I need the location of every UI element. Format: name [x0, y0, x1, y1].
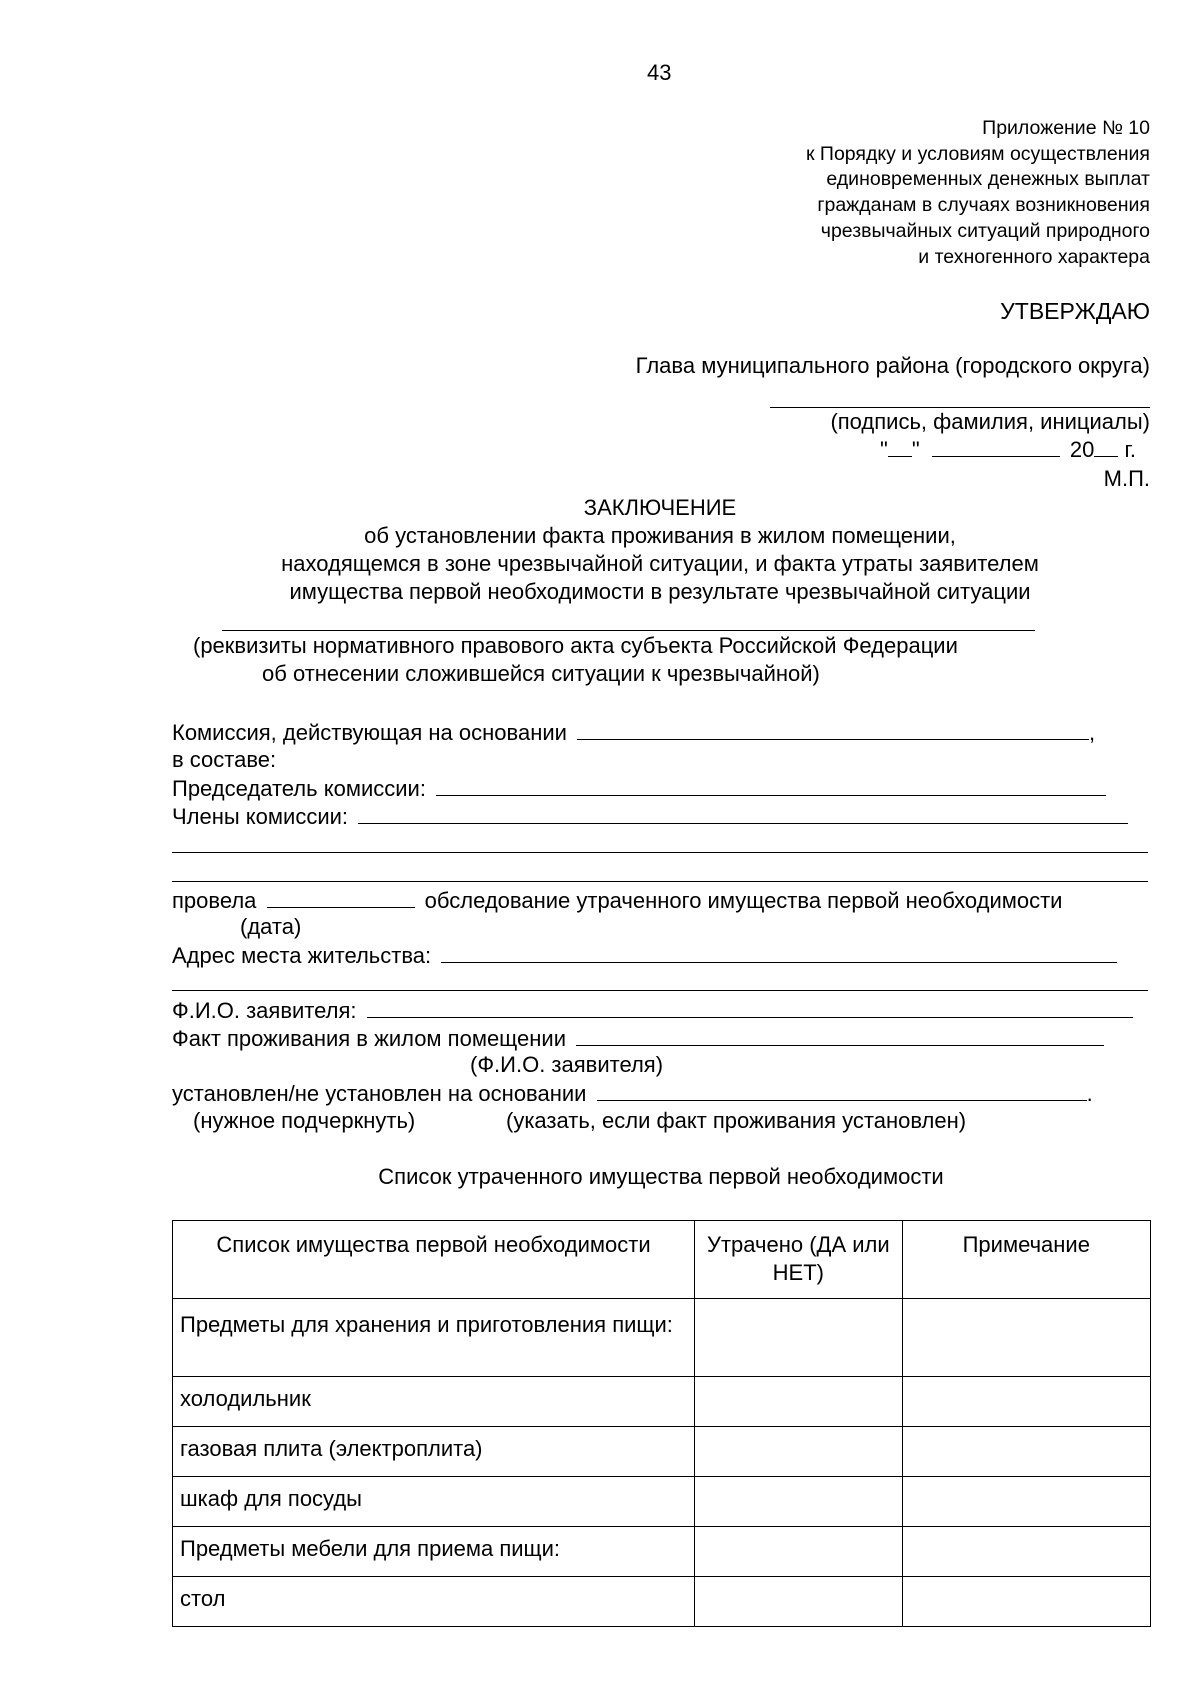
property-table	[172, 1220, 1151, 1627]
lost-cell[interactable]	[695, 1577, 902, 1627]
act-hint: об отнесении сложившейся ситуации к чрезвычайной)	[262, 661, 820, 686]
date-quote-close: "	[911, 437, 920, 462]
appendix-block	[806, 116, 1150, 270]
table-row	[173, 1577, 1151, 1627]
signature-line[interactable]	[770, 407, 1150, 408]
lost-cell[interactable]	[695, 1427, 902, 1477]
date-month-field[interactable]	[932, 436, 1060, 457]
date-year-prefix: 20	[1069, 437, 1095, 462]
chairman-row	[172, 775, 1106, 802]
inspection-date-field[interactable]	[267, 887, 415, 908]
chairman-label: Председатель комиссии:	[172, 776, 426, 801]
established-basis-field[interactable]	[597, 1080, 1087, 1101]
commission-basis-field[interactable]	[577, 719, 1089, 740]
table-row	[173, 1427, 1151, 1477]
note-cell[interactable]	[902, 1577, 1150, 1627]
appendix-line: и техногенного характера	[918, 245, 1150, 268]
note-cell[interactable]	[902, 1527, 1150, 1577]
table-row	[173, 1527, 1151, 1577]
approve-title: УТВЕРЖДАЮ	[1000, 298, 1150, 324]
conducted-label: провела	[172, 888, 257, 913]
members-line-3[interactable]	[172, 881, 1148, 882]
table-row	[173, 1299, 1151, 1377]
item-cell: газовая плита (электроплита)	[173, 1427, 695, 1477]
item-cell: стол	[173, 1577, 695, 1627]
residence-label: Факт проживания в жилом помещении	[172, 1026, 566, 1051]
members-row	[172, 803, 1128, 830]
appendix-line: чрезвычайных ситуаций природного	[820, 219, 1150, 242]
applicant-field[interactable]	[367, 997, 1133, 1018]
appendix-line: Приложение № 10	[982, 117, 1150, 139]
residence-field[interactable]	[576, 1025, 1104, 1046]
column-header: Примечание	[902, 1221, 1150, 1299]
members-field[interactable]	[358, 803, 1128, 824]
members-line-2[interactable]	[172, 852, 1148, 853]
act-requisites-line[interactable]	[222, 630, 1035, 631]
item-cell: холодильник	[173, 1377, 695, 1427]
page-number: 43	[647, 60, 672, 85]
applicant-label: Ф.И.О. заявителя:	[172, 998, 357, 1023]
conclusion-line: находящемся в зоне чрезвычайной ситуации, и факта утраты заявителем	[281, 551, 1039, 576]
lost-cell[interactable]	[695, 1477, 902, 1527]
commission-label: Комиссия, действующая на основании	[172, 720, 567, 745]
address-field[interactable]	[441, 942, 1117, 963]
conclusion-title: ЗАКЛЮЧЕНИЕ	[583, 495, 737, 520]
appendix-line: единовременных денежных выплат	[826, 168, 1150, 191]
appendix-line: гражданам в случаях возникновения	[817, 194, 1150, 217]
lost-cell[interactable]	[695, 1377, 902, 1427]
date-year-suffix: г.	[1124, 437, 1136, 462]
conclusion-line: имущества первой необходимости в результате чрезвычайной ситуации	[289, 579, 1031, 604]
note-cell[interactable]	[902, 1299, 1150, 1377]
established-dot: .	[1086, 1081, 1093, 1106]
table-header-row	[173, 1221, 1151, 1299]
established-row	[172, 1080, 1093, 1107]
approval-date	[880, 436, 1136, 463]
lost-cell[interactable]	[695, 1299, 902, 1377]
address-row	[172, 942, 1117, 969]
item-cell: Предметы мебели для приема пищи:	[173, 1527, 695, 1577]
stamp-mark: М.П.	[1103, 466, 1150, 491]
applicant-row	[172, 997, 1133, 1024]
head-of-district: Глава муниципального района (городского округа)	[635, 353, 1150, 378]
commission-comma: ,	[1089, 720, 1096, 745]
date-year-field[interactable]	[1094, 436, 1118, 457]
date-day-field[interactable]	[888, 436, 912, 457]
note-cell[interactable]	[902, 1377, 1150, 1427]
lost-cell[interactable]	[695, 1527, 902, 1577]
item-cell: шкаф для посуды	[173, 1477, 695, 1527]
established-label: установлен/не установлен на основании	[172, 1081, 587, 1106]
members-label: Члены комиссии:	[172, 804, 349, 829]
specify-hint: (указать, если факт проживания установлен)	[506, 1108, 967, 1133]
commission-basis	[172, 719, 1095, 746]
signature-hint: (подпись, фамилия, инициалы)	[830, 409, 1150, 434]
applicant-hint: (Ф.И.О. заявителя)	[470, 1052, 664, 1077]
item-cell: Предметы для хранения и приготовления пищи:	[173, 1299, 695, 1377]
table-row	[173, 1377, 1151, 1427]
note-cell[interactable]	[902, 1427, 1150, 1477]
table-row	[173, 1477, 1151, 1527]
inspection-label: обследование утраченного имущества первой необходимости	[424, 888, 1063, 913]
address-label: Адрес места жительства:	[172, 943, 432, 968]
column-header: Список имущества первой необходимости	[173, 1221, 695, 1299]
appendix-line: к Порядку и условиям осуществления	[805, 142, 1150, 165]
address-line-2[interactable]	[172, 990, 1148, 991]
inspection-row	[172, 887, 1062, 914]
conclusion-line: об установлении факта проживания в жилом помещении,	[364, 523, 956, 548]
residence-row	[172, 1025, 1104, 1052]
list-title: Список утраченного имущества первой необходимости	[378, 1164, 944, 1189]
note-cell[interactable]	[902, 1477, 1150, 1527]
date-quote-open: "	[880, 437, 888, 462]
act-hint: (реквизиты нормативного правового акта субъекта Российской Федерации	[193, 633, 958, 658]
composition-label: в составе:	[172, 747, 277, 772]
chairman-field[interactable]	[436, 775, 1106, 796]
column-header: Утрачено (ДА или НЕТ)	[695, 1221, 902, 1299]
date-hint: (дата)	[240, 914, 302, 939]
underline-hint: (нужное подчеркнуть)	[193, 1108, 416, 1133]
